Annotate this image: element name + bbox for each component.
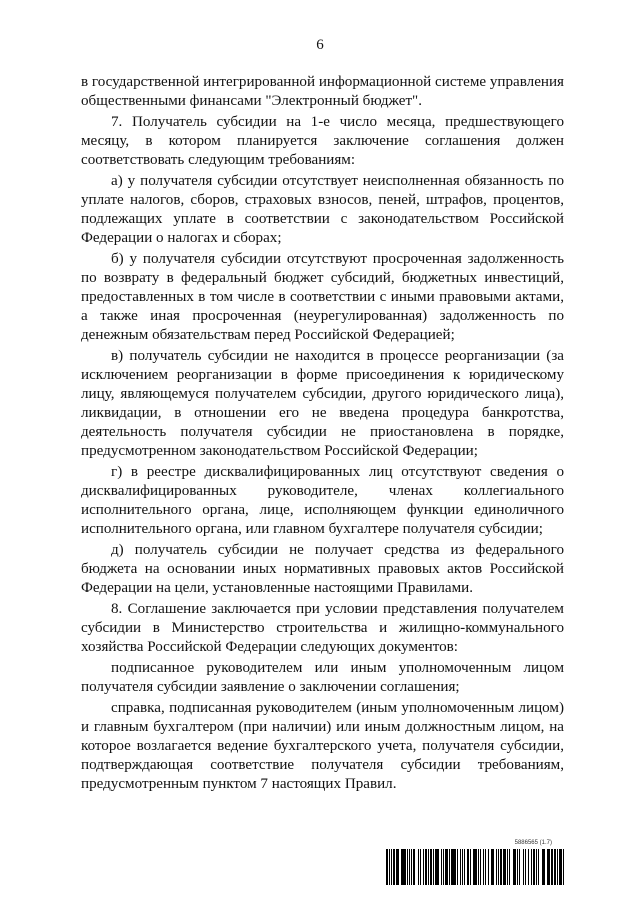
barcode-icon [386,849,566,885]
paragraph-item-7d: д) получатель субсидии не получает средства из федерального бюджета на основании иных нормативных правовых актов Российской Федерации на цели, установленные настоящими Правилами. [81,542,564,596]
paragraph-item-8-doc2: справка, подписанная руководителем (иным уполномоченным лицом) и главным бухгалтером (при наличии) или иным должностным лицом, на которое возлагается ведение бухгалтерского учета, получателя субсидии, подтверждающая соответствие получателя субсидии требованиям, предусмотренным пунктом 7 настоящих Правил. [81,700,564,792]
paragraph-item-7v: в) получатель субсидии не находится в процессе реорганизации (за исключением реорганизации в форме присоединения к юридическому лицу, являющемуся получателем субсидии, другого юридического лица), ликвидации, в отношении его не введена процедура банкротства, деятельность получателя субсидии не приостановлена в порядке, предусмотренном законодательством Российской Федерации; [81,348,564,459]
paragraph-intro: в государственной интегрированной информационной системе управления общественными финансами "Электронный бюджет". [81,74,564,109]
paragraph-item-8-doc1: подписанное руководителем или иным уполномоченным лицом получателя субсидии заявление о заключении соглашения; [81,660,564,695]
page-number: 6 [316,37,324,53]
paragraph-item-7: 7. Получатель субсидии на 1-е число месяца, предшествующего месяцу, в котором планируется заключение соглашения должен соответствовать следующим требованиям: [81,114,564,168]
paragraph-item-8: 8. Соглашение заключается при условии представления получателем субсидии в Министерство строительства и жилищно-коммунального хозяйства Российской Федерации следующих документов: [81,601,564,655]
document-body [81,73,564,796]
barcode-bar [563,849,565,885]
paragraph-item-7g: г) в реестре дисквалифицированных лиц отсутствуют сведения о дисквалифицированных руководителе, членах коллегиального исполнительного органа, лице, исполняющем функции единоличного исполнительного органа, или главном бухгалтере получателя субсидии; [81,464,564,537]
document-barcode [386,840,566,886]
barcode-caption: 5886565 (1.7) [514,840,552,846]
paragraph-item-7a: а) у получателя субсидии отсутствует неисполненная обязанность по уплате налогов, сборов, страховых взносов, пеней, штрафов, процентов, подлежащих уплате в соответствии с законодательством Российской Федерации о налогах и сборах; [81,173,564,246]
paragraph-item-7b: б) у получателя субсидии отсутствуют просроченная задолженность по возврату в федеральный бюджет субсидий, бюджетных инвестиций, предоставленных в том числе в соответствии с иными правовыми актами, а также иная просроченная (неурегулированная) задолженность по денежным обязательствам перед Российской Федерацией; [81,251,564,343]
